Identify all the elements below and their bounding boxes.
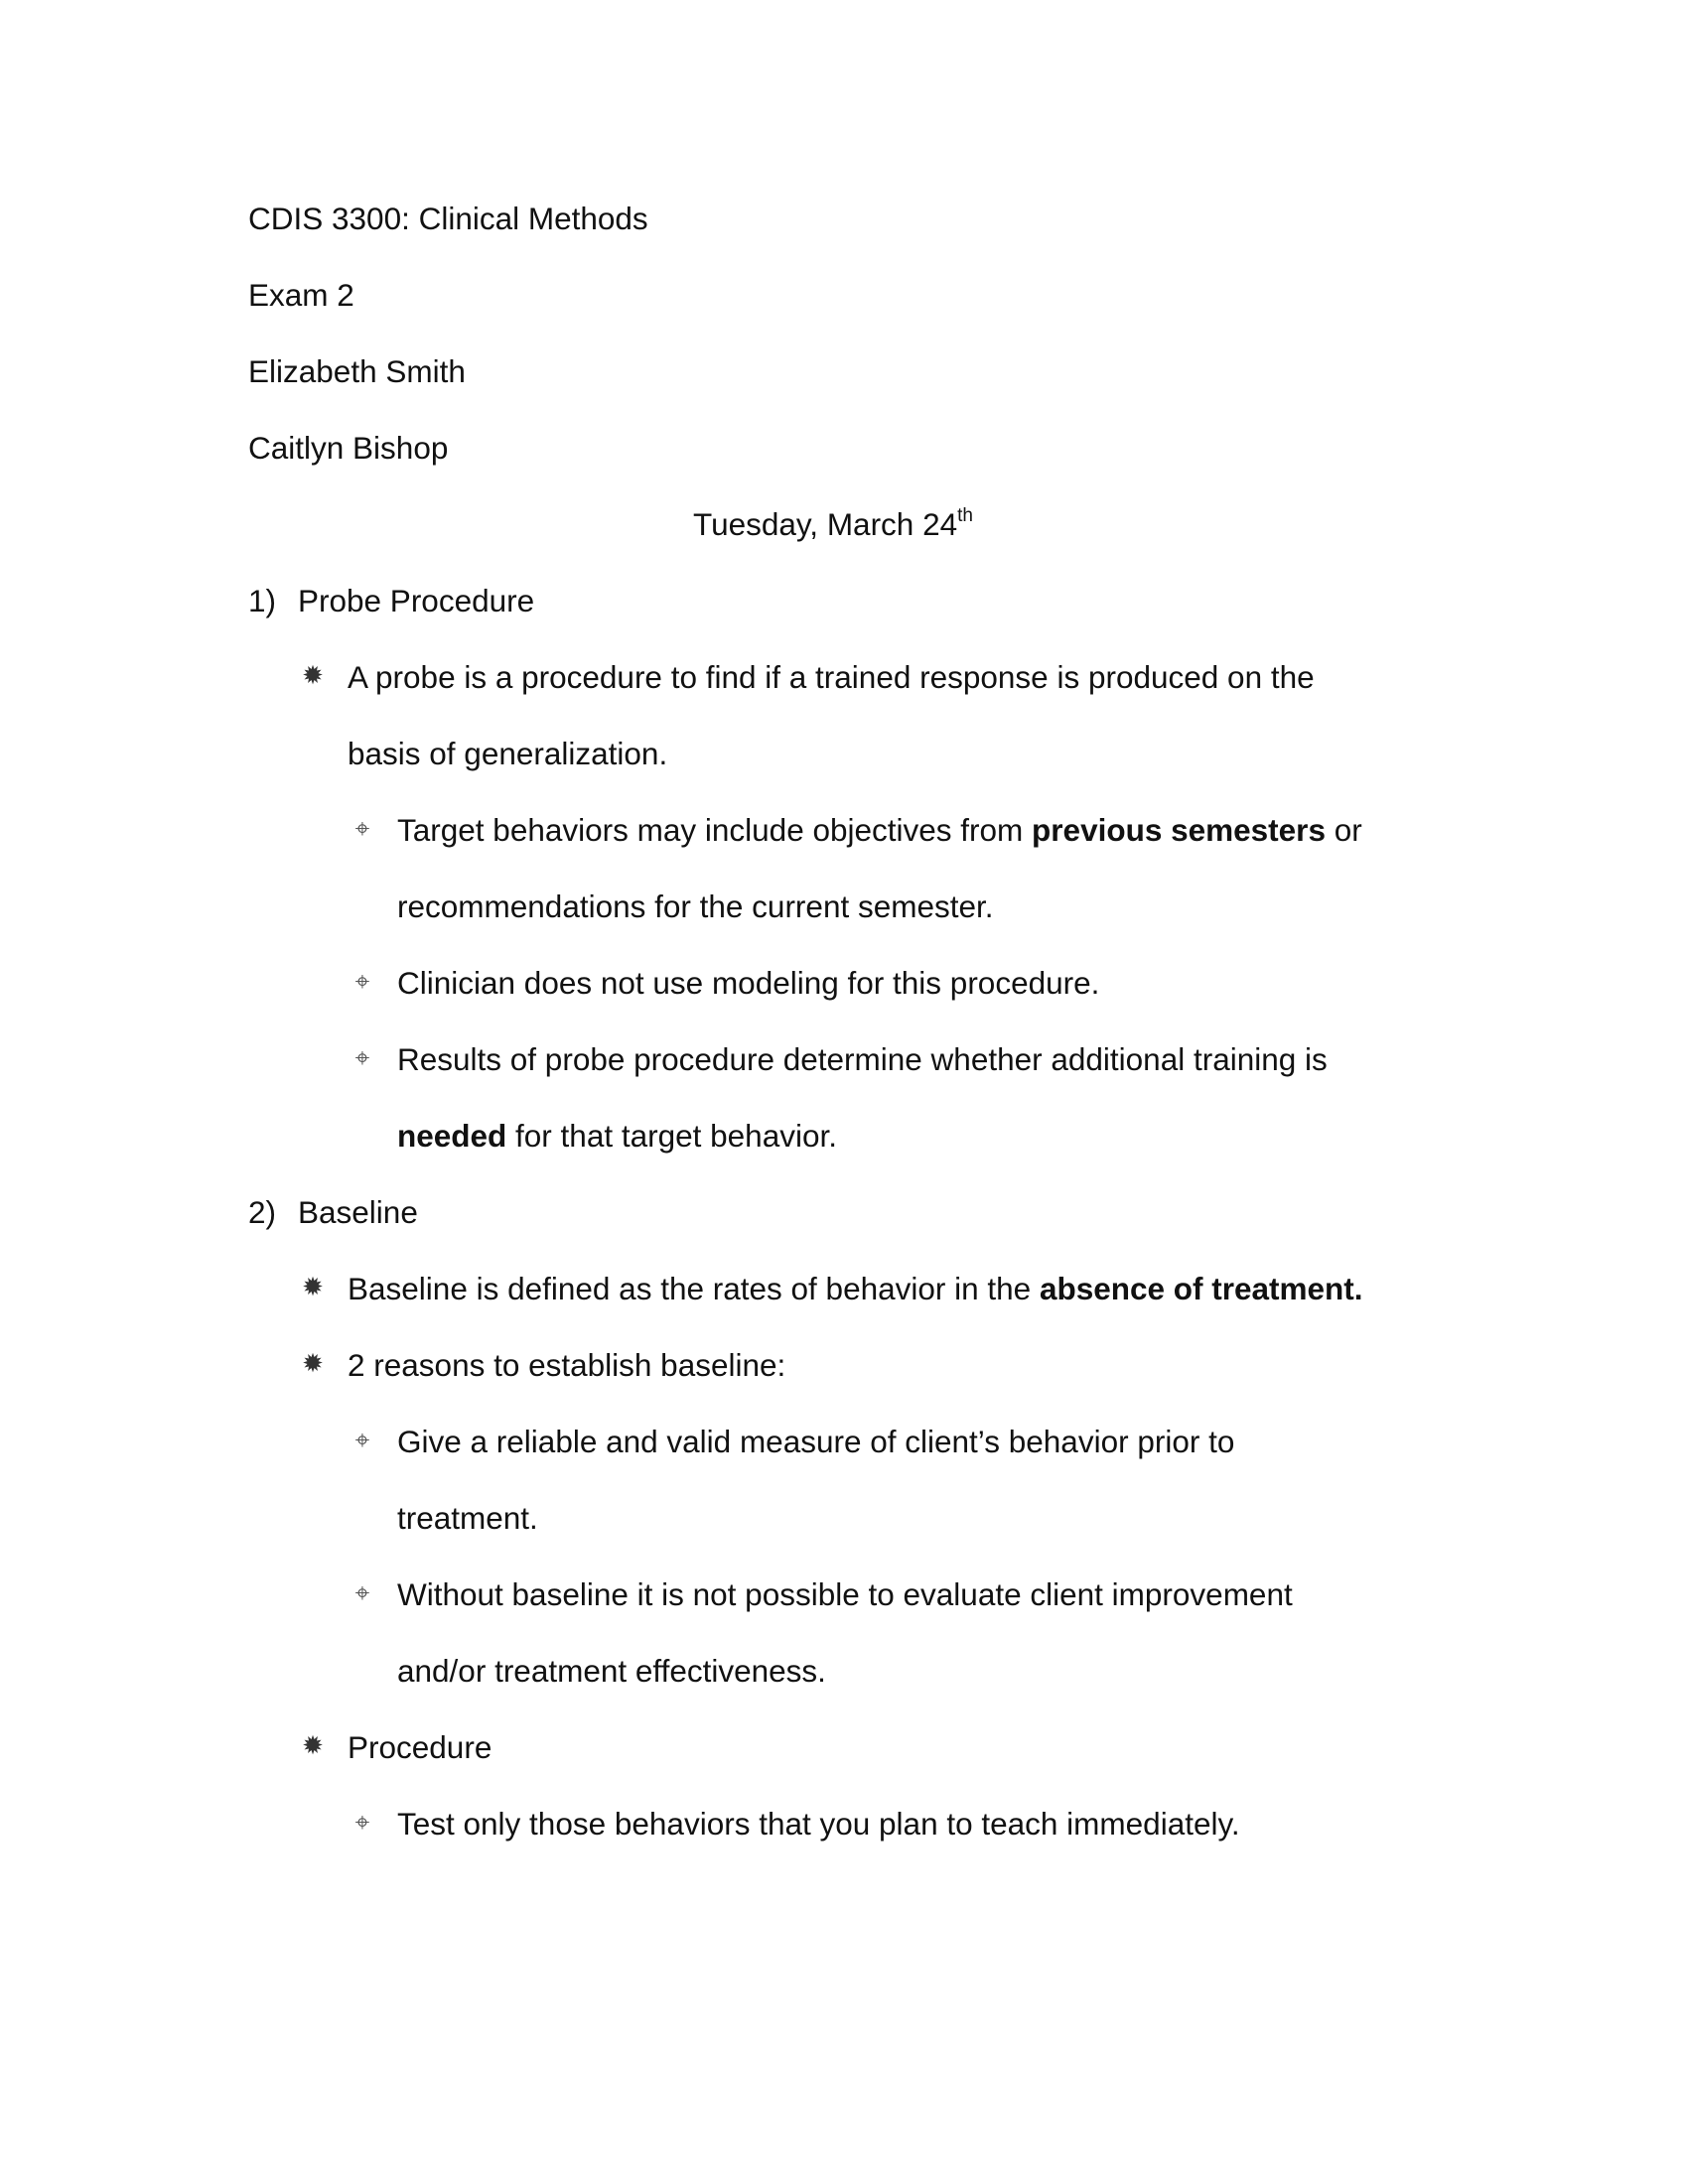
sub-bullet-text: Results of probe procedure determine whether additional training is xyxy=(397,1041,1328,1077)
bullet-text: A probe is a procedure to find if a trained response is produced on the xyxy=(348,659,1315,695)
sub-bullet-text: Test only those behaviors that you plan to teach immediately. xyxy=(397,1806,1240,1842)
sub-bullet-text xyxy=(397,812,1362,848)
bullet-text: Procedure xyxy=(348,1729,492,1765)
author-name: Caitlyn Bishop xyxy=(248,430,449,466)
section-number: 1) xyxy=(248,583,277,618)
crosshair-bullet-icon: ⌖ xyxy=(354,813,370,843)
crosshair-bullet-icon: ⌖ xyxy=(354,1807,370,1837)
bold-text: absence of treatment. xyxy=(1039,1271,1363,1306)
sub-bullet-text-continued xyxy=(397,1118,837,1154)
asterisk-bullet-icon: ✹ xyxy=(302,660,324,690)
bullet-text-continued: basis of generalization. xyxy=(348,736,668,771)
text-run: Target behaviors may include objectives from xyxy=(397,812,1033,848)
asterisk-bullet-icon: ✹ xyxy=(302,1348,324,1378)
sub-bullet-text-continued: treatment. xyxy=(397,1500,538,1536)
crosshair-bullet-icon: ⌖ xyxy=(354,966,370,996)
sub-bullet-text: Give a reliable and valid measure of client’s behavior prior to xyxy=(397,1424,1235,1459)
section-title: Baseline xyxy=(298,1194,418,1230)
author-name: Elizabeth Smith xyxy=(248,353,466,389)
sub-bullet-text-continued: and/or treatment effectiveness. xyxy=(397,1653,826,1689)
date-suffix: th xyxy=(957,505,973,526)
date-text: Tuesday, March 24 xyxy=(693,506,958,542)
sub-bullet-text-continued: recommendations for the current semester. xyxy=(397,888,994,924)
section-title: Probe Procedure xyxy=(298,583,535,618)
text-run: Baseline is defined as the rates of behavior in the xyxy=(348,1271,1040,1306)
asterisk-bullet-icon: ✹ xyxy=(302,1272,324,1301)
lecture-date xyxy=(693,505,973,542)
bold-text: needed xyxy=(397,1118,507,1154)
bullet-text xyxy=(348,1271,1363,1306)
sub-bullet-text: Clinician does not use modeling for this procedure. xyxy=(397,965,1100,1001)
bullet-text: 2 reasons to establish baseline: xyxy=(348,1347,786,1383)
exam-label: Exam 2 xyxy=(248,277,354,313)
text-run: for that target behavior. xyxy=(506,1118,837,1154)
crosshair-bullet-icon: ⌖ xyxy=(354,1042,370,1072)
course-title: CDIS 3300: Clinical Methods xyxy=(248,201,648,236)
section-number: 2) xyxy=(248,1194,277,1230)
sub-bullet-text: Without baseline it is not possible to evaluate client improvement xyxy=(397,1576,1293,1612)
asterisk-bullet-icon: ✹ xyxy=(302,1730,324,1760)
crosshair-bullet-icon: ⌖ xyxy=(354,1577,370,1607)
crosshair-bullet-icon: ⌖ xyxy=(354,1425,370,1454)
text-run: or xyxy=(1325,812,1362,848)
bold-text: previous semesters xyxy=(1032,812,1326,848)
